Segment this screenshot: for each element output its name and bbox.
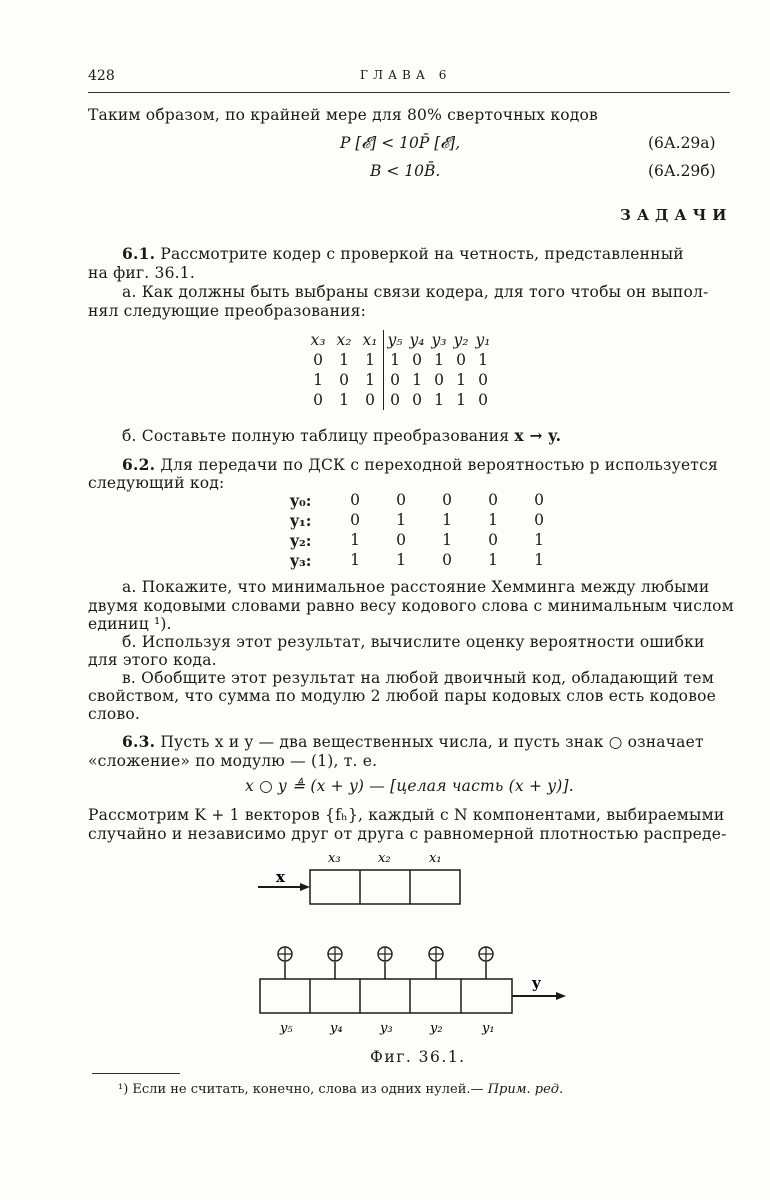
- table-cell: 1: [434, 351, 444, 369]
- output-cell-label: y₁: [482, 1021, 495, 1036]
- problem-formula: x ○ y ≜ (x + y) — [целая часть (x + y)].: [245, 777, 574, 795]
- output-cell-label: y₅: [280, 1021, 293, 1036]
- output-label: y: [532, 974, 541, 992]
- footnote-rule: [92, 1073, 180, 1074]
- table-cell: 1: [339, 391, 349, 409]
- table-cell: 0: [434, 371, 444, 389]
- table-cell: 0: [534, 511, 544, 529]
- problem-text: Рассмотрим K + 1 векторов {fₕ}, каждый с N компонентами, выбираемыми: [88, 806, 725, 824]
- problem-part-c: в. Обобщите этот результат на любой двоичный код, обладающий тем: [122, 669, 714, 687]
- equation-number: (6А.29б): [648, 162, 716, 180]
- problem-part-a: а. Как должны быть выбраны связи кодера, для того чтобы он выпол-: [122, 283, 709, 301]
- problem-number: 6.1.: [122, 244, 156, 263]
- problem-part-a: двумя кодовыми словами равно весу кодового слова с минимальным числом: [88, 597, 734, 615]
- section-heading: ЗАДАЧИ: [620, 206, 733, 224]
- problem-part-b: б. Используя этот результат, вычислите оценку вероятности ошибки: [122, 633, 705, 651]
- table-cell: 1: [357, 350, 384, 370]
- equation-formula: B < 10B̄.: [370, 162, 441, 180]
- table-cell: 1: [396, 551, 406, 569]
- table-cell: 0: [442, 551, 452, 569]
- table-cell: 0: [350, 511, 360, 529]
- problem-number: 6.3.: [122, 732, 156, 751]
- table-cell: 0: [412, 391, 422, 409]
- input-register: [310, 870, 460, 904]
- adder: [328, 947, 342, 979]
- problem-text: на фиг. 36.1.: [88, 264, 195, 282]
- footnote-text: ¹) Если не считать, конечно, слова из одних нулей.—: [118, 1082, 484, 1097]
- output-cell-label: y₂: [430, 1021, 443, 1036]
- table-cell: 1: [412, 371, 422, 389]
- table-cell: 1: [442, 531, 452, 549]
- equation-number: (6А.29а): [648, 134, 716, 152]
- input-label: x: [276, 868, 285, 886]
- problem-text: случайно и независимо друг от друга с равномерной плотностью распреде-: [88, 825, 727, 843]
- problem-text: Для передачи по ДСК с переходной вероятностью p используется: [160, 456, 718, 474]
- input-arrowhead: [300, 883, 310, 891]
- output-register: [260, 979, 512, 1013]
- problem-part-a: а. Покажите, что минимальное расстояние Хемминга между любыми: [122, 578, 710, 596]
- table-cell: 1: [434, 391, 444, 409]
- table-cell: 1: [534, 531, 544, 549]
- footnote: [118, 1082, 563, 1097]
- table-cell: 1: [488, 551, 498, 569]
- table-cell: 1: [390, 351, 400, 369]
- table-cell: 1: [456, 371, 466, 389]
- table-cell: 1: [488, 511, 498, 529]
- table-cell: 0: [412, 351, 422, 369]
- codeword-label: y₁:: [290, 510, 312, 530]
- table-header-cell: x₃: [310, 331, 326, 349]
- adder: [278, 947, 292, 979]
- table-cell: 1: [478, 351, 488, 369]
- codeword-label: y₀:: [290, 490, 312, 510]
- codeword-label: y₃:: [290, 550, 312, 570]
- table-header-cell: y₃: [431, 331, 447, 349]
- problem-part-a: единиц ¹).: [88, 615, 172, 633]
- table-cell: 1: [396, 511, 406, 529]
- table-cell: 1: [442, 511, 452, 529]
- problem-number: 6.2.: [122, 455, 156, 474]
- intro-text: Таким образом, по крайней мере для 80% сверточных кодов: [88, 106, 598, 124]
- table-cell: 1: [357, 370, 384, 390]
- codeword-label: y₂:: [290, 530, 312, 550]
- table-header-cell: x₁: [357, 330, 384, 350]
- footnote-note: Прим. ред.: [487, 1082, 564, 1097]
- adder: [429, 947, 443, 979]
- problem-part-a: нял следующие преобразования:: [88, 302, 367, 320]
- problem-part-c: слово.: [88, 705, 141, 723]
- table-cell: 1: [456, 391, 466, 409]
- table-cell: 0: [488, 531, 498, 549]
- table-header-cell: y₄: [409, 331, 425, 349]
- table-cell: 0: [534, 491, 544, 509]
- problem-part-b: для этого кода.: [88, 651, 217, 669]
- problem-text: Рассмотрите кодер с проверкой на четность, представленный: [160, 245, 684, 263]
- register-label: x₃: [328, 851, 341, 866]
- table-header-cell: y₂: [453, 331, 469, 349]
- problem-part-b-formula: x → y.: [514, 426, 562, 445]
- table-cell: 0: [357, 390, 384, 410]
- table-cell: 0: [478, 391, 488, 409]
- table-cell: 0: [456, 351, 466, 369]
- table-cell: 0: [478, 371, 488, 389]
- table-cell: 0: [339, 371, 349, 389]
- table-cell: 1: [534, 551, 544, 569]
- figure-caption: Фиг. 36.1.: [370, 1048, 466, 1066]
- table-cell: 0: [313, 391, 323, 409]
- table-cell: 0: [390, 391, 400, 409]
- problem-part-c: свойством, что сумма по модулю 2 любой пары кодовых слов есть кодовое: [88, 687, 717, 705]
- output-cell-label: y₄: [330, 1021, 343, 1036]
- table-header-cell: x₂: [336, 331, 352, 349]
- output-cell-label: y₃: [380, 1021, 393, 1036]
- chapter-title: ГЛАВА 6: [360, 68, 452, 82]
- adder: [479, 947, 493, 979]
- page-number: 428: [88, 68, 115, 84]
- register-label: x₂: [378, 851, 391, 866]
- table-cell: 1: [350, 531, 360, 549]
- problem-part-b-text: б. Составьте полную таблицу преобразования: [122, 427, 510, 445]
- table-cell: 0: [396, 531, 406, 549]
- table-cell: 0: [313, 351, 323, 369]
- table-header-cell: y₁: [475, 331, 491, 349]
- table-cell: 0: [350, 491, 360, 509]
- problem-text: следующий код:: [88, 474, 225, 492]
- equation-formula: P [𝓔] < 10P̄ [𝓔],: [340, 134, 461, 152]
- problem-text: «сложение» по модулю — (1), т. е.: [88, 752, 378, 770]
- table-cell: 0: [396, 491, 406, 509]
- table-cell: 0: [390, 371, 400, 389]
- output-arrowhead: [556, 992, 566, 1000]
- table-header-cell: y₅: [387, 331, 403, 349]
- table-cell: 1: [313, 371, 323, 389]
- table-cell: 1: [339, 351, 349, 369]
- adder: [378, 947, 392, 979]
- register-label: x₁: [429, 851, 442, 866]
- table-cell: 0: [488, 491, 498, 509]
- table-cell: 0: [442, 491, 452, 509]
- table-cell: 1: [350, 551, 360, 569]
- problem-text: Пусть x и y — два вещественных числа, и пусть знак ○ означает: [160, 733, 704, 751]
